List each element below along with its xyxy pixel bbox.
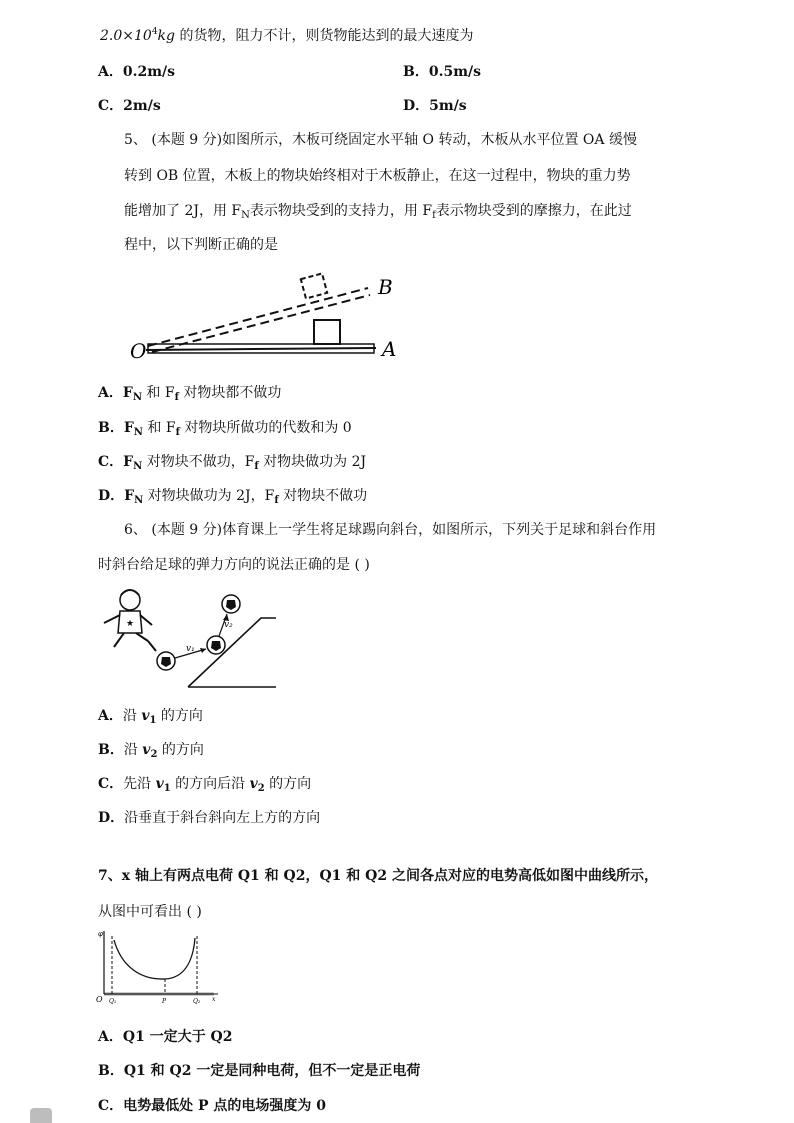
- q6-option-a[interactable]: A．沿 $v_1$ 的方向: [98, 708, 203, 726]
- q5-stem-line-3: 能增加了 2J，用 $F_N$表示物块受到的支持力，用 $F_f$表示物块受到的摩擦力，在此过: [124, 203, 632, 221]
- label-v1: v₁: [186, 644, 195, 654]
- q5-option-a[interactable]: A．$F_N$ 和 $F_f$ 对物块都不做功: [98, 385, 282, 403]
- label-x: x: [212, 996, 216, 1003]
- q6-option-d[interactable]: D．沿垂直于斜台斜向左上方的方向: [98, 810, 321, 826]
- soccer-ball-3: [222, 595, 240, 613]
- label-b: B: [378, 275, 393, 299]
- q7-potential-graph: [96, 928, 226, 1006]
- q7-stem-line-1: 7、x 轴上有两点电荷 Q1 和 Q2，Q1 和 Q2 之间各点对应的电势高低如图中曲线所示，: [98, 868, 658, 884]
- corner-tab: [30, 1108, 52, 1123]
- soccer-ball-1: [157, 652, 175, 670]
- svg-text:★: ★: [126, 619, 135, 629]
- q4-option-c[interactable]: C．2m/s: [98, 98, 161, 114]
- q4-option-b[interactable]: B．0.5m/s: [403, 64, 482, 80]
- board-oa-top: [146, 348, 376, 350]
- board-ob-top: [148, 288, 368, 346]
- label-o: O: [130, 339, 147, 363]
- q4-option-a[interactable]: A．0.2m/s: [98, 64, 176, 80]
- label-v2: v₂: [224, 620, 233, 630]
- label-q1: Q₁: [109, 998, 117, 1005]
- soccer-ball-2: [207, 636, 225, 654]
- q5-option-d[interactable]: D．$F_N$ 对物块做功为 2J，$F_f$ 对物块不做功: [98, 488, 368, 506]
- q6-stem-line-2: 时斜台给足球的弹力方向的说法正确的是 ( ): [98, 557, 370, 573]
- q6-option-c[interactable]: C．先沿 $v_1$ 的方向后沿 $v_2$ 的方向: [98, 776, 312, 794]
- label-origin: O: [96, 995, 103, 1004]
- label-a: A: [382, 337, 397, 361]
- student-figure: [104, 590, 156, 651]
- block-on-oa: [314, 320, 340, 344]
- label-p: P: [162, 998, 167, 1005]
- label-phi: φ: [98, 930, 103, 938]
- q6-stem-line-1: 6、 (本题 9 分)体育课上一学生将足球踢向斜台，如图所示，下列关于足球和斜台作用: [124, 522, 657, 538]
- q7-stem-line-2: 从图中可看出 ( ): [98, 904, 202, 920]
- q5-stem-line-2: 转到 OB 位置，木板上的物块始终相对于木板静止，在这一过程中，物块的重力势: [124, 168, 631, 184]
- q4-option-d[interactable]: D．5m/s: [403, 98, 467, 114]
- potential-curve: [114, 938, 195, 979]
- label-q2: Q₂: [193, 998, 201, 1005]
- q5-option-c[interactable]: C．$F_N$ 对物块不做功，$F_f$ 对物块做功为 2J: [98, 454, 367, 472]
- q4-stem: $2.0\times 10^4kg$ 的货物，阻力不计，则货物能达到的最大速度为: [100, 27, 474, 44]
- q5-option-b[interactable]: B．$F_N$ 和 $F_f$ 对物块所做功的代数和为 0: [98, 420, 352, 438]
- q6-ramp-figure: [96, 585, 286, 695]
- q5-stem-line-4: 程中，以下判断正确的是: [124, 237, 278, 253]
- q7-option-b[interactable]: B．Q1 和 Q2 一定是同种电荷，但不一定是正电荷: [98, 1063, 421, 1079]
- block-on-ob: [301, 273, 327, 298]
- q5-board-figure: [128, 268, 408, 368]
- q6-option-b[interactable]: B．沿 $v_2$ 的方向: [98, 742, 204, 760]
- q7-option-c[interactable]: C．电势最低处 P 点的电场强度为 0: [98, 1098, 327, 1114]
- q5-stem-line-1: 5、 (本题 9 分)如图所示，木板可绕固定水平轴 O 转动，木板从水平位置 OA 缓慢: [124, 132, 637, 148]
- q7-option-a[interactable]: A．Q1 一定大于 Q2: [98, 1029, 233, 1045]
